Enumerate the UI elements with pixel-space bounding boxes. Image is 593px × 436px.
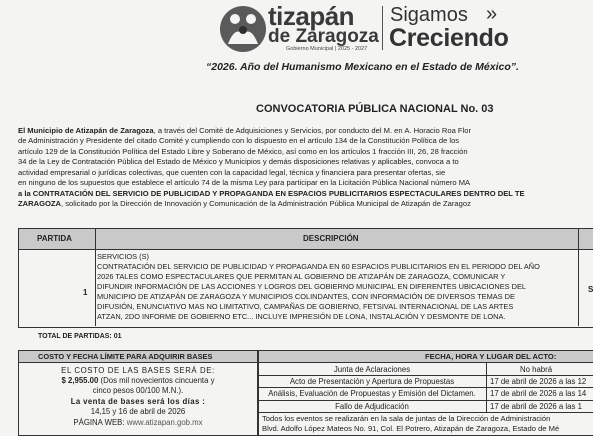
paragraph-line: artículo 129 de la Constitución Política del Estado Libre y Soberano de México, así como en los artículos 1 fracción III, 26, 28 fracción xyxy=(18,147,468,156)
event-name: Junta de Aclaraciones xyxy=(333,365,411,374)
event-date: No habrá xyxy=(520,365,553,374)
header-description: DESCRIPCIÓN xyxy=(303,234,359,243)
total-items: TOTAL DE PARTIDAS: 01 xyxy=(38,333,122,340)
slogan-line1: Sigamos xyxy=(390,4,468,26)
row-divider xyxy=(258,412,593,413)
paragraph-line: a la CONTRATACIÓN DEL SERVICIO DE PUBLICIDAD Y PROPAGANDA EN ESPACIOS PUBLICITARIOS ESPECTACULARES DENTRO DEL TE xyxy=(18,189,525,198)
bases-amount-line: $ 2,955.00 (Dos mil novecientos cincuenta y xyxy=(61,376,215,385)
brand-tagline: Gobierno Municipal | 2025 - 2027 xyxy=(286,46,368,52)
slogan-line2: Creciendo xyxy=(389,24,509,52)
table-divider xyxy=(486,363,487,413)
table-divider xyxy=(95,228,96,326)
year-motto: “2026. Año del Humanismo Mexicano en el Estado de México”. xyxy=(206,61,519,73)
event-name: Fallo de Adjudicación xyxy=(335,402,409,411)
event-name: Análisis, Evaluación de Propuestas y Emisión del Dictamen. xyxy=(268,389,476,398)
bases-web: PÁGINA WEB: www.atizapan.gob.mx xyxy=(73,418,203,427)
brand-name: tizapán xyxy=(268,1,355,31)
table-divider xyxy=(578,228,579,326)
description-line: ATZAN, 2DO INFORME DE GOBIERNO ETC... INCLUYE IMPRESIÓN DE LONA, INSTALACIÓN Y DESMONTE DE LONA. xyxy=(97,312,506,321)
paragraph-line: actividad empresarial o jurídicas colectivas, que cuenten con la capacidad legal, técnica y financiera para presentar ofertas, sie xyxy=(18,168,446,177)
description-line: MUNICIPIO DE ATIZAPÁN DE ZARAGOZA Y MUNICIPIOS COLINDANTES, CON INFORMACIÓN DE DIVERSOS TEMAS DE xyxy=(97,292,515,301)
paragraph-line: de Administración y Presidente del citado Comité y cumpliendo con lo dispuesto en el artículo 134 de la Constitución Política de los xyxy=(18,136,460,145)
bases-sale-label: La venta de bases será los días : xyxy=(70,397,206,406)
chevrons-icon: » xyxy=(486,3,498,25)
events-footer: Blvd. Adolfo López Mateos No. 91, Col. El Potrero, Atizapán de Zaragoza, Estado de Mé xyxy=(262,424,560,433)
description-line: DIFUSIÓN, ENUNCIATIVO MAS NO LIMITATIVO, CAMPAÑAS DE GOBIERNO, FETSIVAL INTERNACIONAL DE LAS ARTES xyxy=(97,302,514,311)
bases-cost-label: EL COSTO DE LAS BASES SERÁ DE: xyxy=(61,366,215,375)
unit-cell: S xyxy=(588,285,593,294)
municipal-logo-icon xyxy=(218,4,268,54)
page-title: CONVOCATORIA PÚBLICA NACIONAL No. 03 xyxy=(256,103,494,115)
row-divider xyxy=(258,375,593,376)
website-link[interactable]: www.atizapan.gob.mx xyxy=(126,418,203,427)
row-divider xyxy=(258,387,593,388)
paragraph-line: en ninguno de los supuestos que establece el artículo 74 de la misma Ley para participar en la Licitación Pública Nacional número MA xyxy=(18,178,471,187)
events-footer: Todos los eventos se realizarán en la sala de juntas de la Dirección de Administración xyxy=(262,414,551,423)
description-line: DIFUNDIR INFORMACIÓN DE LAS ACCIONES Y LOGROS DEL GOBIERNO MUNICIPAL EN DIFERENTES UBICACIONES DEL xyxy=(97,282,527,291)
header-partida: PARTIDA xyxy=(37,234,72,243)
event-date: 17 de abril de 2026 a las 1 xyxy=(490,402,582,411)
bases-amount-words: cinco pesos 00/100 M.N.). xyxy=(92,386,184,395)
paragraph-line: 34 de la Ley de Contratación Pública del Estado de México y Municipios y demás disposiciones relativas y aplicables, convoca a to xyxy=(18,157,459,166)
events-title: FECHA, HORA Y LUGAR DEL ACTO: xyxy=(425,352,557,361)
description-line: 2026 TALES COMO ESPECTACULARES QUE PERMITAN AL GOBIERNO DE ATIZAPÁN DE ZARAGOZA, COMUNICAR Y xyxy=(97,272,506,281)
description-line: SERVICIOS (S) xyxy=(97,252,150,261)
brand-subname: de Zaragoza xyxy=(268,26,379,47)
partida-number: 1 xyxy=(83,288,88,297)
event-date: 17 de abril de 2026 a las 12 xyxy=(490,377,587,386)
paragraph-line: ZARAGOZA, solicitado por la Dirección de Innovación y Comunicación de la Administración Pública Municipal de Atizapán de Zaragoz xyxy=(18,199,471,208)
bases-sale-dates: 14,15 y 16 de abril de 2026 xyxy=(90,407,186,416)
event-date: 17 de abril de 2026 a las 14 xyxy=(490,389,587,398)
row-divider xyxy=(258,400,593,401)
event-name: Acto de Presentación y Apertura de Propuestas xyxy=(289,377,455,386)
bases-title: COSTO Y FECHA LÍMITE PARA ADQUIRIR BASES xyxy=(38,352,213,361)
description-line: CONTRATACIÓN DEL SERVICIO DE PUBLICIDAD Y PROPAGANDA EN 60 ESPACIOS PUBLICITARIOS EN EL PERIODO DEL AÑO xyxy=(97,262,540,271)
header-divider xyxy=(382,6,383,50)
paragraph-line: El Municipio de Atizapán de Zaragoza, a través del Comité de Adquisiciones y Servicios, por conducto del M. en A. Horacio Roa Flor xyxy=(18,126,471,135)
